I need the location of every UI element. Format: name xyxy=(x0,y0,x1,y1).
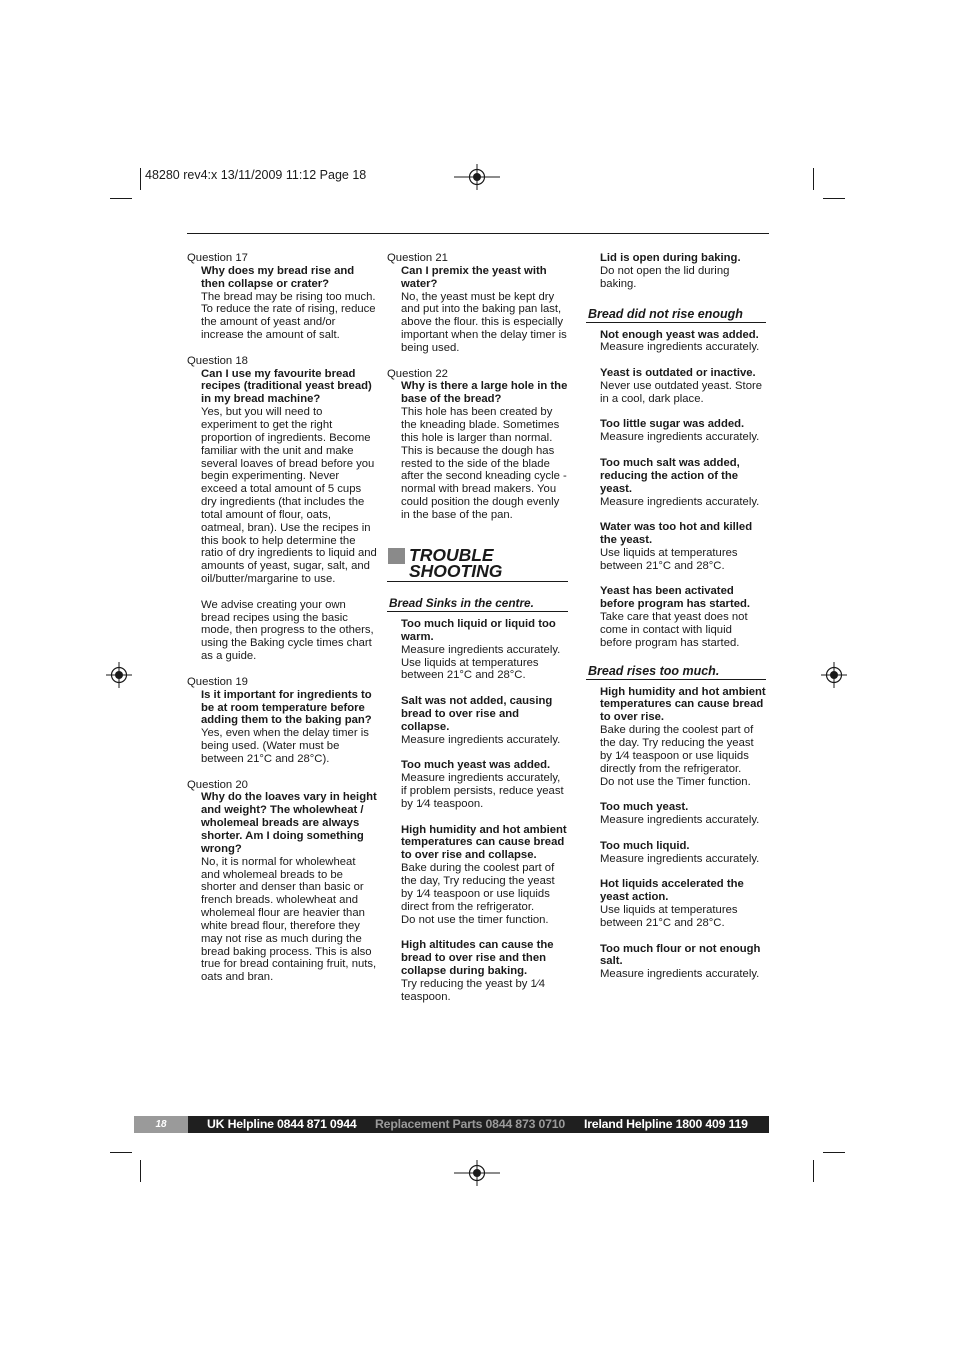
question-label: Question 17 xyxy=(187,252,248,264)
problem-title: Too much flour or not enough salt. xyxy=(600,942,761,968)
problem-remedy: Do not open the lid during baking. xyxy=(600,264,730,290)
problem-title: Hot liquids accelerated the yeast action. xyxy=(600,878,744,904)
column-faq-1 xyxy=(187,252,377,984)
crop-mark xyxy=(140,1160,141,1182)
heading-square-icon xyxy=(388,548,405,564)
question-label: Question 21 xyxy=(387,252,448,264)
problem-title: Too much liquid. xyxy=(600,839,690,852)
answer-text: No, it is normal for wholewheat and wholemeal breads to be shorter and denser than basic or french breads. wholewheat and wholemeal flour are heavier than white bread flour, therefore they may not rise as much during the bread baking process. This is also true for bread containing fruit, nuts, oats and bran. xyxy=(201,855,377,984)
problem-remedy: Measure ingredients accurately. xyxy=(600,431,760,444)
problem-remedy: Measure ingredients accurately, if problem persists, reduce yeast by 1⁄4 teaspoon. xyxy=(401,772,564,810)
section-heading: Bread rises too much. xyxy=(586,664,766,680)
crop-mark xyxy=(823,1152,845,1153)
problem-remedy: Measure ingredients accurately. xyxy=(600,814,760,827)
problem-remedy: Measure ingredients accurately. xyxy=(600,341,760,354)
problem-title: Too much yeast was added. xyxy=(401,759,551,772)
answer-text: This hole has been created by the kneading blade. Sometimes this hole is larger than normal. This is because the dough has rested to the side of the blade after the second kneading cycle - normal with bread makers. You could position the dough evenly in the base of the pan. xyxy=(401,406,567,521)
problem-title: Too little sugar was added. xyxy=(600,418,745,431)
answer-text: No, the yeast must be kept dry and put into the baking pan last, above the flour. this is especially important when the delay timer is being used. xyxy=(401,290,567,354)
answer-text: The bread may be rising too much. To reduce the rate of rising, reduce the amount of yeast and/or increase the amount of salt. xyxy=(201,290,376,342)
problem-title: Too much yeast. xyxy=(600,801,689,814)
problem-title: Salt was not added, causing bread to over rise and collapse. xyxy=(401,695,553,733)
question-label: Question 18 xyxy=(187,354,248,367)
section-heading: Bread did not rise enough xyxy=(586,307,766,323)
problem-remedy: Use liquids at temperatures between 21°C and 28°C. xyxy=(600,546,738,572)
problem-title: Not enough yeast was added. xyxy=(600,328,759,341)
heading-line: SHOOTING xyxy=(409,560,503,581)
question-label: Question 22 xyxy=(387,367,448,380)
question-text: Can I use my favourite bread recipes (traditional yeast bread) in my bread machine? xyxy=(201,367,372,406)
crop-mark xyxy=(140,168,141,190)
problem-remedy: Measure ingredients accurately. xyxy=(600,495,760,508)
problem-remedy: Measure ingredients accurately. xyxy=(600,852,760,865)
problem-title: Lid is open during baking. xyxy=(600,252,741,264)
column-faq-2 xyxy=(387,252,568,1003)
question-text: Why is there a large hole in the base of the bread? xyxy=(401,380,568,406)
crop-mark xyxy=(110,1152,132,1153)
crop-mark xyxy=(813,168,814,190)
problem-title: High altitudes can cause the bread to over rise and then collapse during baking. xyxy=(401,939,554,977)
problem-title: Water was too hot and killed the yeast. xyxy=(600,521,753,547)
problem-title: Too much salt was added, reducing the action of the yeast. xyxy=(600,456,740,495)
question-text: Why does my bread rise and then collapse or crater? xyxy=(201,264,355,290)
problem-title: Yeast has been activated before program has started. xyxy=(600,585,751,611)
question-text: Why do the loaves vary in height and weight? The wholewheat / wholemeal breads are always shorter. Am I doing something wrong? xyxy=(201,791,377,855)
header-rule xyxy=(187,233,769,234)
problem-title: High humidity and hot ambient temperatures can cause bread to over rise. xyxy=(600,685,766,724)
problem-remedy: Measure ingredients accurately. xyxy=(600,968,760,981)
section-heading: Bread Sinks in the centre. xyxy=(387,596,568,612)
page-number: 18 xyxy=(134,1116,188,1133)
problem-entry xyxy=(600,329,766,355)
uk-helpline: UK Helpline 0844 871 0944 xyxy=(207,1117,357,1131)
problem-remedy: Measure ingredients accurately. xyxy=(401,733,561,746)
crop-mark xyxy=(110,198,132,199)
heading-rule xyxy=(387,581,568,582)
answer-text: Yes, even when the delay timer is being used. (Water must be between 21°C and 28°C). xyxy=(201,727,369,765)
answer-text: Yes, but you will need to experiment to get the right proportion of ingredients. Become familiar with the unit and make several loaves of bread before you begin experimenting. Never exceed a total amount of 5 cups dry ingredients (that includes the total amount of flour, oats, oatmeal, bran). Use the recipes in this book to help determine the ratio of dry ingredients to liquid and amounts of yeast, sugar, salt, and oil/butter/margarine to use. xyxy=(201,406,377,586)
problem-remedy: Bake during the coolest part of the day, Try reducing the yeast by 1⁄4 teaspoon or use liquids direct from the refrigerator. xyxy=(401,862,555,913)
registration-mark-icon xyxy=(106,662,132,688)
footer-helpline-bar xyxy=(134,1116,769,1133)
problem-remedy: Never use outdated yeast. Store in a cool, dark place. xyxy=(600,379,763,405)
troubleshooting-heading xyxy=(387,544,568,582)
problem-title: High humidity and hot ambient temperatures can cause bread to over rise and collapse. xyxy=(401,823,567,862)
print-slug: 48280 rev4:x 13/11/2009 11:12 Page 18 xyxy=(145,168,367,182)
heading-line: TROUBLE xyxy=(409,544,494,565)
problem-remedy: Try reducing the yeast by 1⁄4 teaspoon. xyxy=(401,977,546,1003)
problem-remedy: Do not use the Timer function. xyxy=(600,775,751,788)
problem-remedy: Use liquids at temperatures between 21°C and 28°C. xyxy=(600,903,738,929)
ireland-helpline: Ireland Helpline 1800 409 119 xyxy=(584,1117,748,1131)
replacement-parts-helpline: Replacement Parts 0844 873 0710 xyxy=(375,1117,565,1131)
problem-title: Yeast is outdated or inactive. xyxy=(600,367,756,380)
problem-remedy: Bake during the coolest part of the day. Try reducing the yeast by 1⁄4 teaspoon or use liquids directly from the refrigerator. xyxy=(600,724,754,775)
crop-mark xyxy=(823,198,845,199)
registration-mark-icon xyxy=(454,164,500,190)
problem-remedy: Take care that yeast does not come in contact with liquid before program has started. xyxy=(600,611,748,649)
problem-remedy: Measure ingredients accurately. Use liquids at temperatures between 21°C and 28°C. xyxy=(401,643,561,682)
column-troubleshooting xyxy=(586,252,766,981)
question-text: Is it important for ingredients to be at room temperature before adding them to the baking pan? xyxy=(201,688,372,727)
registration-mark-icon xyxy=(454,1160,500,1186)
problem-title: Too much liquid or liquid too warm. xyxy=(401,618,556,643)
registration-mark-icon xyxy=(821,662,847,688)
answer-text: We advise creating your own bread recipes using the basic mode, then progress to the others, using the Baking cycle times chart as a guide. xyxy=(201,598,374,663)
problem-remedy: Do not use the timer function. xyxy=(401,913,549,926)
question-label: Question 19 xyxy=(187,675,248,688)
question-text: Can I premix the yeast with water? xyxy=(401,264,547,290)
question-label: Question 20 xyxy=(187,778,248,791)
crop-mark xyxy=(813,1160,814,1182)
